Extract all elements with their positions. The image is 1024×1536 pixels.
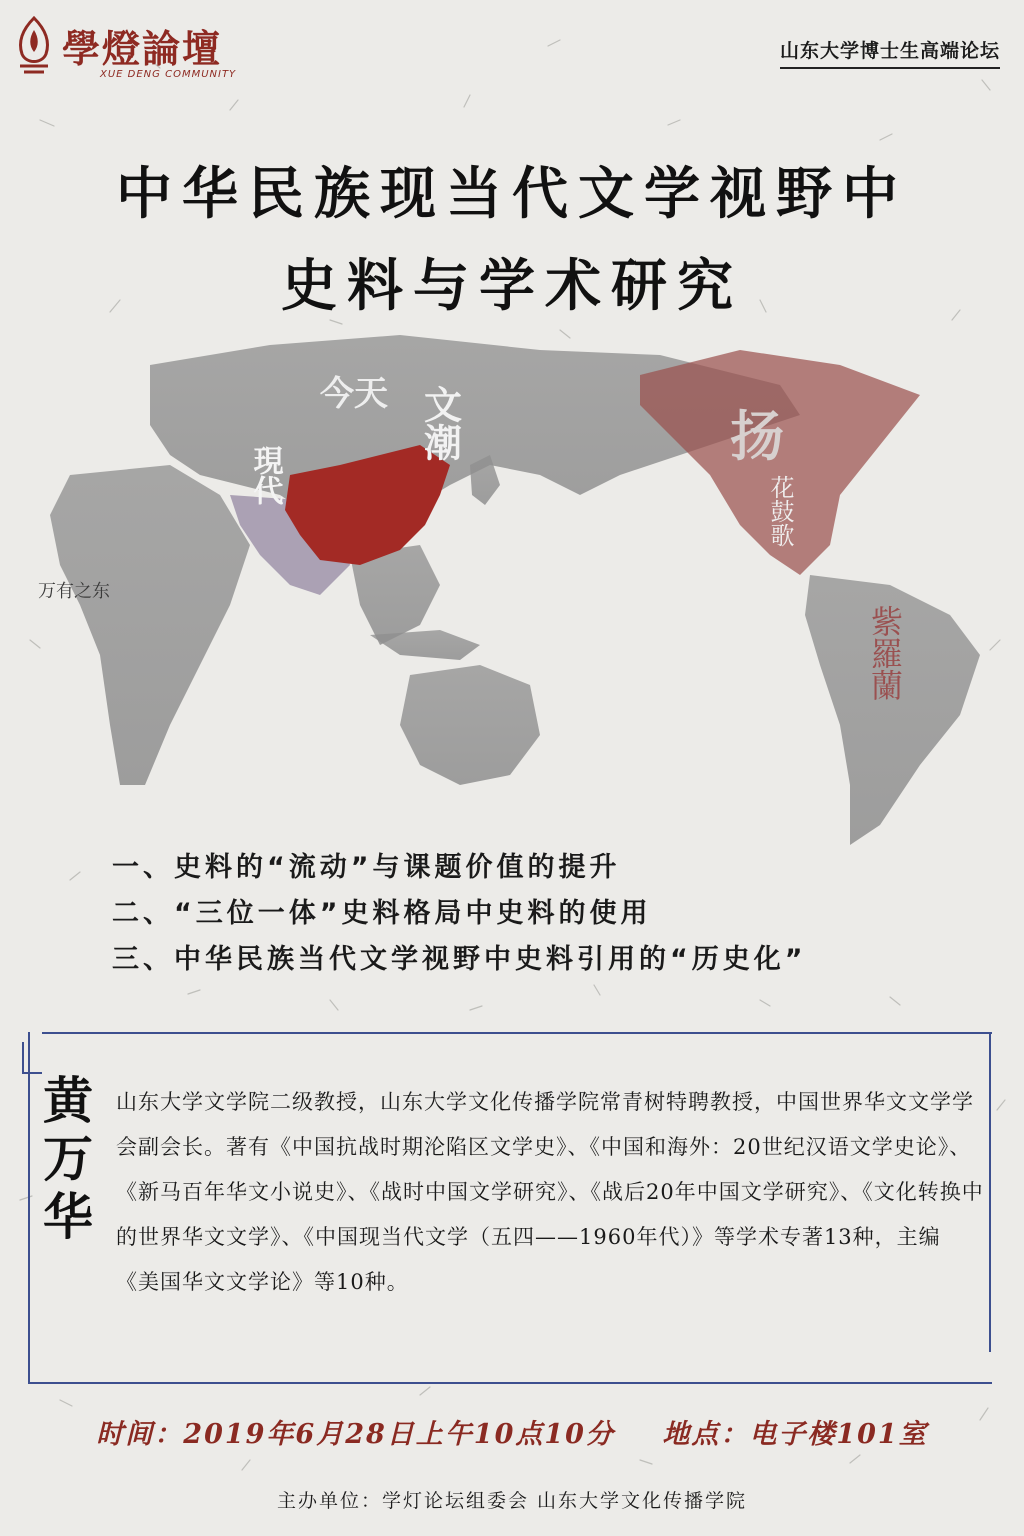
speaker-name — [40, 1072, 96, 1246]
forum-name: 山东大学博士生高端论坛 — [780, 36, 1000, 69]
map-label-yang: 扬 — [730, 404, 784, 468]
bio-frame-right-line — [989, 1032, 991, 1352]
bio-corner-bracket — [22, 1042, 42, 1074]
australia-landmass — [400, 665, 540, 785]
xuedeng-logo — [12, 14, 272, 84]
lamp-emblem-icon — [12, 14, 56, 76]
topic-item: 一、史料的“流动”与课题价值的提升 — [112, 852, 621, 883]
organizer-line: 主办单位：学灯论坛组委会 山东大学文化传播学院 — [276, 1490, 748, 1512]
event-time: 时间：2019年6月28日上午10点10分 — [96, 1419, 615, 1450]
topic-item: 二、“三位一体”史料格局中史料的使用 — [112, 898, 652, 929]
event-place: 地点：电子楼101室 — [662, 1419, 928, 1450]
speaker-bio: 山东大学文学院二级教授，山东大学文化传播学院常青树特聘教授，中国世界华文文学学会副会长。著有《中国抗战时期沦陷区文学史》、《中国和海外：20世纪汉语文学史论》、《新马百年华文小说史》、《战时中国文学研究》、《战后20年中国文学研究》、《文化转换中的世界华文文学》、《中国现当代文学（五四——1960年代）》等学术专著13种，主编《美国华文文学论》等10种。 — [116, 1090, 984, 1294]
map-label-jintian: 今天 — [320, 374, 388, 414]
africa-landmass — [50, 465, 250, 785]
indonesia-islands — [370, 630, 480, 660]
topic-item: 三、中华民族当代文学视野中史料引用的“历史化” — [112, 944, 807, 975]
poster-title-line1: 中华民族现当代文学视野中 — [116, 162, 908, 227]
logo-title: 學燈論壇 — [62, 26, 223, 71]
map-label-xiandai: 現代 — [247, 445, 283, 505]
logo-subtitle: XUE DENG COMMUNITY — [100, 69, 237, 80]
speaker-name-char: 万 — [43, 1129, 93, 1188]
poster-title-line2: 史料与学术研究 — [281, 254, 743, 319]
speaker-name-char: 华 — [43, 1187, 93, 1246]
topic-list — [112, 845, 807, 983]
map-label-wenchao: 文潮 — [417, 385, 463, 461]
event-time-place — [0, 1412, 1024, 1451]
map-label-huagu: 花鼓歌 — [766, 475, 794, 547]
speaker-name-char: 黄 — [43, 1071, 93, 1130]
world-map-collage — [20, 325, 1020, 865]
map-label-ziluolan: 紫羅蘭 — [866, 605, 904, 701]
map-label-wanyouzhidong: 万有之东 — [38, 581, 110, 602]
